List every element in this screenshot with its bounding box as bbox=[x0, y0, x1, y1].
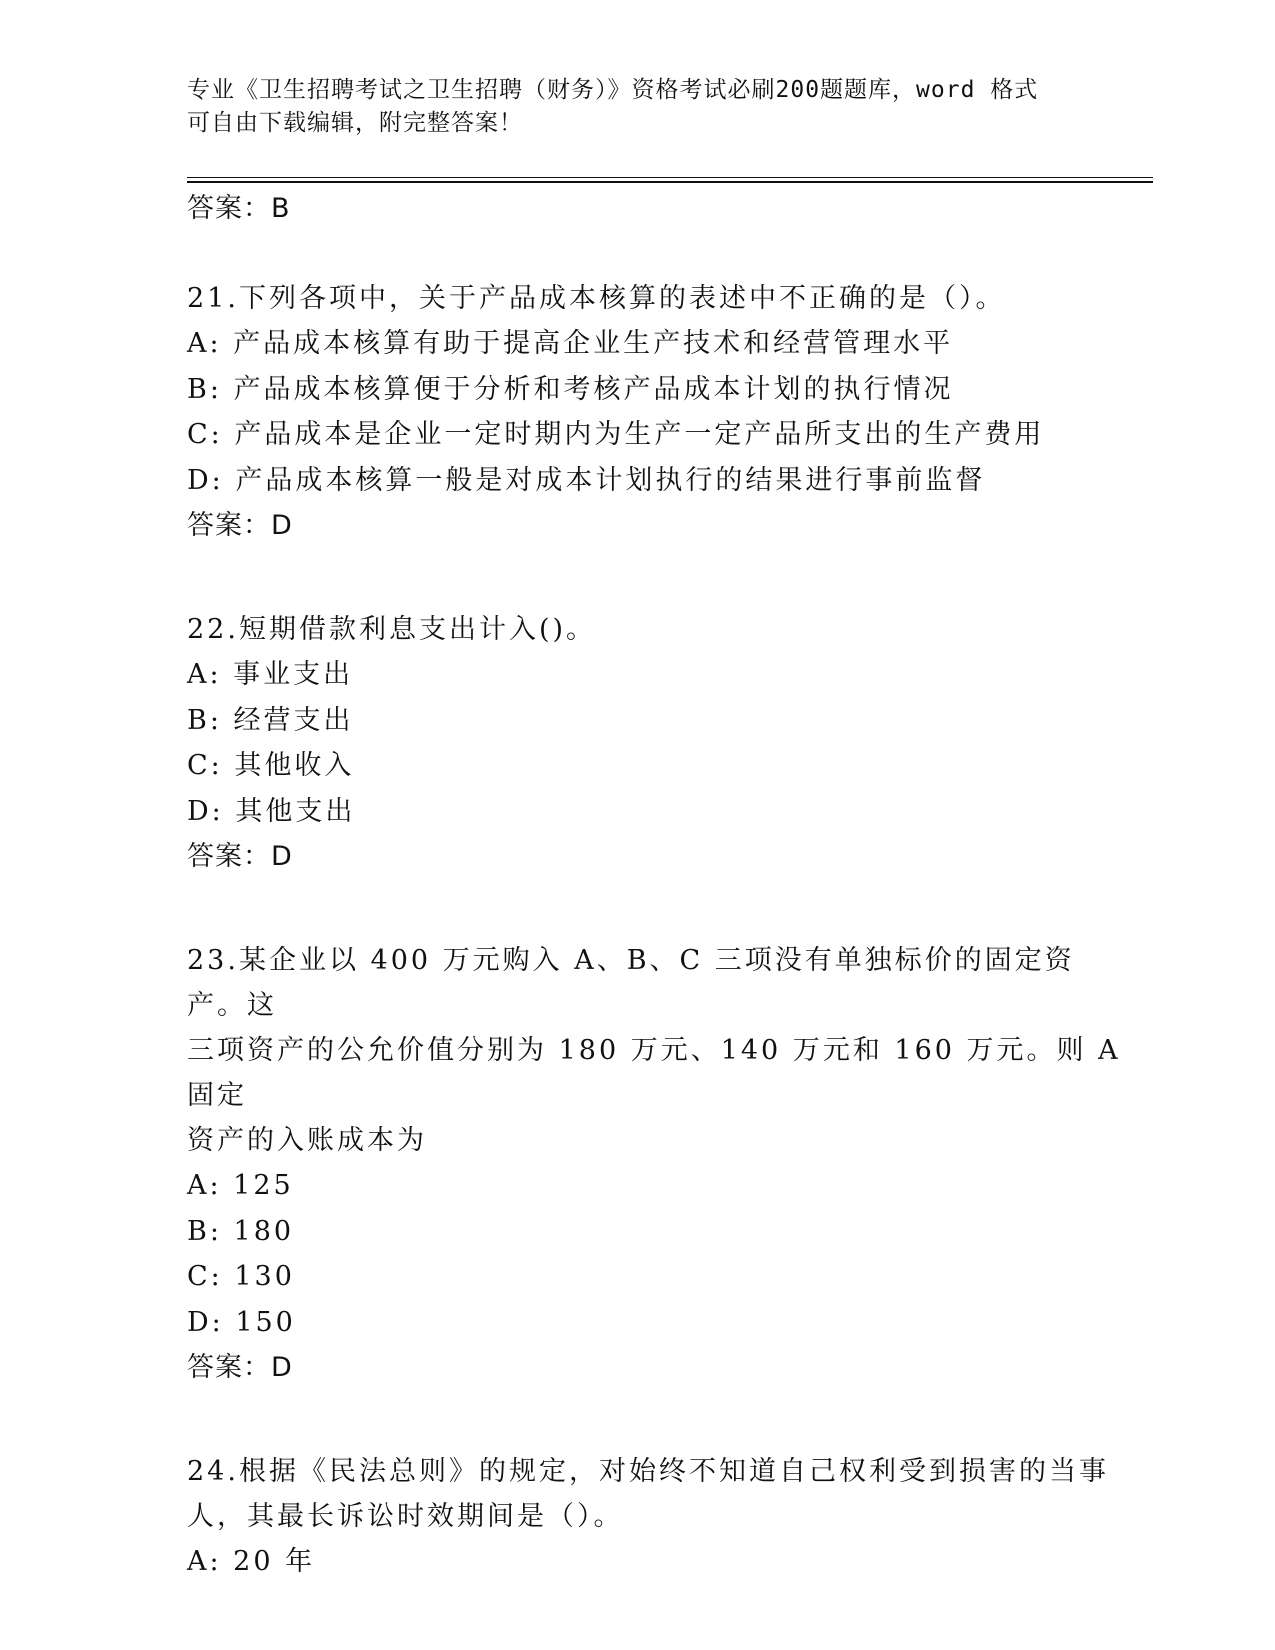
header-rule-thin bbox=[187, 177, 1153, 178]
question-text-line-2: 三项资产的公允价值分别为 180 万元、140 万元和 160 万元。则 A 固定 bbox=[187, 1035, 1121, 1111]
header-line-2: 可自由下载编辑，附完整答案！ bbox=[187, 110, 523, 136]
header-line-1: 专业《卫生招聘考试之卫生招聘（财务）》资格考试必刷200题题库，word 格式 bbox=[187, 77, 1039, 103]
option-c: C: 130 bbox=[187, 1261, 295, 1292]
question-text-line-2: 人，其最长诉讼时效期间是（）。 bbox=[187, 1501, 624, 1532]
answer: 答案：D bbox=[187, 510, 293, 541]
header-rule-thick bbox=[187, 181, 1153, 183]
question-text: 22.短期借款利息支出计入()。 bbox=[187, 614, 597, 645]
previous-answer: 答案：B bbox=[187, 193, 291, 224]
option-b: B: 180 bbox=[187, 1215, 295, 1247]
option-d: D: 产品成本核算一般是对成本计划执行的结果进行事前监督 bbox=[187, 464, 986, 496]
option-a: A: 事业支出 bbox=[187, 659, 354, 690]
question-22 bbox=[187, 607, 1127, 880]
option-a: A: 产品成本核算有助于提高企业生产技术和经营管理水平 bbox=[187, 328, 954, 359]
option-d: D: 150 bbox=[187, 1306, 296, 1338]
answer: 答案：D bbox=[187, 841, 293, 872]
option-a: A: 125 bbox=[187, 1170, 294, 1201]
question-text-line-1: 24.根据《民法总则》的规定，对始终不知道自己权利受到损害的当事 bbox=[187, 1456, 1109, 1487]
option-b: B: 经营支出 bbox=[187, 704, 354, 736]
option-c: C: 产品成本是企业一定时期内为生产一定产品所支出的生产费用 bbox=[187, 419, 1045, 450]
option-b: B: 产品成本核算便于分析和考核产品成本计划的执行情况 bbox=[187, 373, 954, 405]
option-d: D: 其他支出 bbox=[187, 795, 356, 827]
question-text-line-3: 资产的入账成本为 bbox=[187, 1125, 427, 1156]
question-23 bbox=[187, 938, 1127, 1391]
question-list bbox=[187, 186, 1127, 1585]
question-text-line-1: 23.某企业以 400 万元购入 A、B、C 三项没有单独标价的固定资产。这 bbox=[187, 945, 1075, 1021]
question-21 bbox=[187, 276, 1127, 549]
question-text: 21.下列各项中，关于产品成本核算的表述中不正确的是（）。 bbox=[187, 283, 1006, 314]
answer: 答案：D bbox=[187, 1352, 293, 1383]
option-c: C: 其他收入 bbox=[187, 750, 355, 781]
page-header bbox=[187, 74, 1067, 140]
question-24 bbox=[187, 1449, 1127, 1585]
option-a: A: 20 年 bbox=[187, 1546, 316, 1577]
